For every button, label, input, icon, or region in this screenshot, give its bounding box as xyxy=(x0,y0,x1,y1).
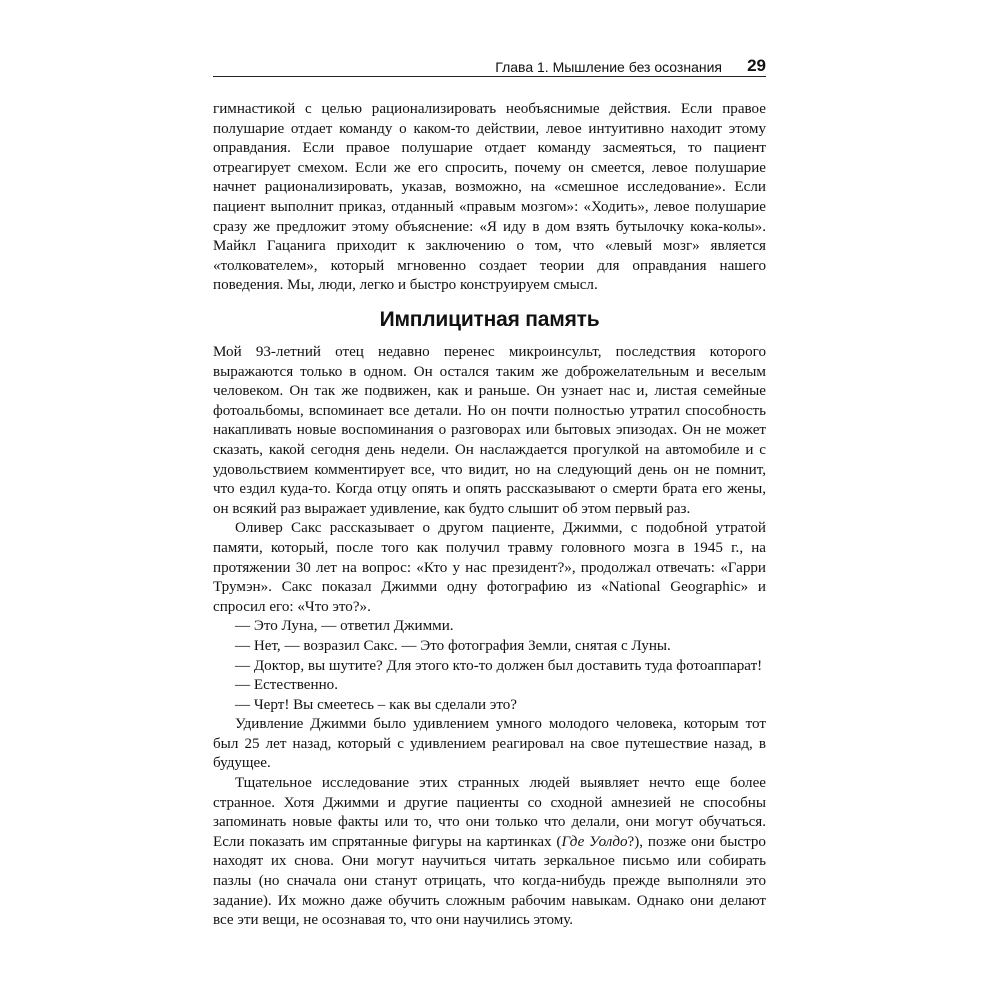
paragraph: Оливер Сакс рассказывает о другом пациенте, Джимми, с подобной утратой памяти, который, после того как получил травму головного мозга в 1945 г., на протяжении 30 лет на вопрос: «Кто у нас президент?», продолжал отвечать: «Гарри Трумэн». Сакс показал Джимми одну фотографию из «National Geographic» и спросил его: «Что это?». xyxy=(213,520,766,615)
text-run: ?), позже они быстро находят их снова. Они могут научиться читать зеркальное письмо или собирать пазлы (но сначала они станут отрицать, что когда-нибудь прежде выполняли это задание). Их можно даже обучить сложным рабочим навыкам. Однако они делают все эти вещи, не осознавая то, что они научились этому. xyxy=(213,833,766,929)
text-run: Тщательное исследование этих странных людей выявляет нечто еще более странное. Хотя Джимми и другие пациенты со сходной амнезией не способны запоминать новые факты или то, что они только что делали, они могут обучаться. Если показать им спрятанные фигуры на картинках ( xyxy=(213,775,766,850)
running-header xyxy=(213,56,766,76)
dialogue-line: — Естественно. xyxy=(235,677,338,694)
chapter-title: Глава 1. Мышление без осознания xyxy=(495,59,722,75)
dialogue-line: — Черт! Вы смеетесь – как вы сделали это? xyxy=(235,696,517,713)
dialogue-line: — Это Луна, — ответил Джимми. xyxy=(235,618,454,635)
body-text-section xyxy=(213,343,766,931)
paragraph: гимнастикой с целью рационализировать необъяснимые действия. Если правое полушарие отдает команду о каком-то действии, левое интуитивно находит этому оправдания. Если правое полушарие отдает команду засмеяться, то пациент отреагирует смехом. Если же его спросить, почему он смеется, левое полушарие начнет рационализировать, указав, возможно, на «смешное исследование». Если пациент выполнит приказ, отданный «правым мозгом»: «Ходить», левое полушарие сразу же предложит этому объяснение: «Я иду в дом взять бутылочку кока-колы». Майкл Гацанига приходит к заключению о том, что «левый мозг» является «толкователем», который мгновенно создает теории для оправдания нашего поведения. Мы, люди, легко и быстро конструируем смысл. xyxy=(213,101,766,294)
italic-title: Где Уолдо xyxy=(561,833,628,850)
header-rule xyxy=(213,76,766,77)
paragraph: Мой 93-летний отец недавно перенес микроинсульт, последствия которого выражаются только в одном. Он остался таким же доброжелательным и веселым человеком. Он так же подвижен, как и раньше. Он узнает нас и, листая семейные фотоальбомы, вспоминает все детали. Но он почти полностью утратил способность накапливать новые воспоминания о разговорах или бытовых эпизодах. Он не может сказать, какой сегодня день недели. Он наслаждается прогулкой на автомобиле и с удовольствием комментирует все, что видит, но на следующий день он не помнит, что ездил куда-то. Когда отцу опять и опять рассказывают о смерти брата его жены, он всякий раз выражает удивление, как будто слышит об этом первый раз. xyxy=(213,344,766,517)
section-heading: Имплицитная память xyxy=(379,308,600,331)
paragraph xyxy=(213,774,766,931)
page-number: 29 xyxy=(747,56,766,75)
dialogue-line: — Нет, — возразил Сакс. — Это фотография Земли, снятая с Луны. xyxy=(235,637,671,654)
paragraph: Удивление Джимми было удивлением умного молодого человека, которым тот был 25 лет назад, который с удивлением реагировал на свое путешествие назад, в будущее. xyxy=(213,716,766,772)
dialogue-line: — Доктор, вы шутите? Для этого кто-то должен был доставить туда фотоаппарат! xyxy=(235,657,763,674)
body-text-top xyxy=(213,100,766,296)
